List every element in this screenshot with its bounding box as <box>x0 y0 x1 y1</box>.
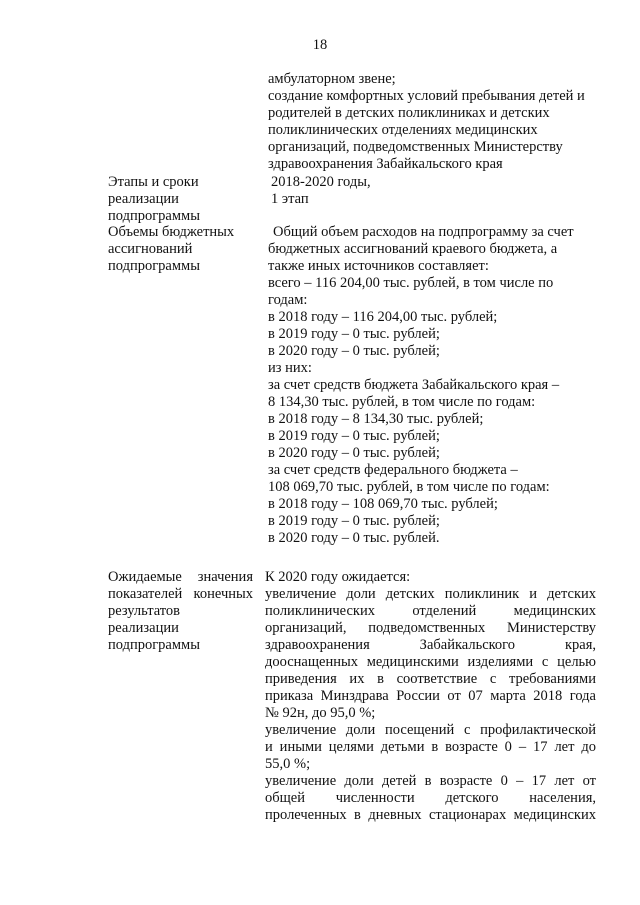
text-line: дооснащенных медицинскими изделиями с целью <box>265 654 596 670</box>
label-line: Ожидаемые значения <box>108 569 253 585</box>
text-line: в 2020 году – 0 тыс. рублей. <box>268 530 440 546</box>
page-number: 18 <box>312 37 328 53</box>
text-line: 8 134,30 тыс. рублей, в том числе по годам: <box>268 394 536 410</box>
text-line: за счет средств бюджета Забайкальского края – <box>268 377 560 393</box>
text-line: в 2019 году – 0 тыс. рублей; <box>268 513 440 529</box>
text-line: в 2019 году – 0 тыс. рублей; <box>268 428 440 444</box>
text-line: здравоохранения Забайкальского края <box>268 156 503 172</box>
text-line: 2018-2020 годы, <box>271 174 371 190</box>
text-line: увеличение доли детей в возрасте 0 – 17 лет от <box>265 773 596 789</box>
text-line: организаций, подведомственных Министерству <box>268 139 563 155</box>
label-line: Объемы бюджетных <box>108 224 235 240</box>
text-line: общей численности детского населения, <box>265 790 596 806</box>
text-line: в 2020 году – 0 тыс. рублей; <box>268 445 440 461</box>
stages-label <box>108 174 253 225</box>
label-line: ассигнований <box>108 241 193 257</box>
text-line: и иными целями детьми в возрасте 0 – 17 лет до <box>265 739 596 755</box>
text-line: 108 069,70 тыс. рублей, в том числе по годам: <box>268 479 550 495</box>
text-line: в 2019 году – 0 тыс. рублей; <box>268 326 440 342</box>
text-line: 1 этап <box>271 191 309 207</box>
text-line: всего – 116 204,00 тыс. рублей, в том числе по <box>268 275 554 291</box>
text-line: увеличение доли посещений с профилактической <box>265 722 596 738</box>
text-line: организаций, подведомственных Министерству <box>265 620 596 636</box>
text-line: К 2020 году ожидается: <box>265 569 411 585</box>
label-line: Этапы и сроки <box>108 174 199 190</box>
text-line: пролеченных в дневных стационарах медицинских <box>265 807 596 823</box>
text-line: приказа Минздрава России от 07 марта 2018 года <box>265 688 596 704</box>
text-line: бюджетных ассигнований краевого бюджета, а <box>268 241 558 257</box>
budget-content <box>268 224 596 547</box>
text-line: годам: <box>268 292 308 308</box>
text-line: здравоохранения Забайкальского края, <box>265 637 596 653</box>
label-line: реализации <box>108 620 179 636</box>
text-line: в 2018 году – 108 069,70 тыс. рублей; <box>268 496 498 512</box>
label-line: реализации <box>108 191 179 207</box>
label-line: подпрограммы <box>108 258 200 274</box>
expected-content <box>265 569 596 824</box>
text-line: родителей в детских поликлиниках и детских <box>268 105 550 121</box>
text-line: № 92н, до 95,0 %; <box>265 705 376 721</box>
text-line: поликлинических отделений медицинских <box>265 603 596 619</box>
text-line: создание комфортных условий пребывания детей и <box>268 88 585 104</box>
label-line: подпрограммы <box>108 637 200 653</box>
text-line: за счет средств федерального бюджета – <box>268 462 518 478</box>
text-line: Общий объем расходов на подпрограмму за счет <box>273 224 574 240</box>
budget-label <box>108 224 253 275</box>
text-line: из них: <box>268 360 312 376</box>
stages-content <box>271 174 599 208</box>
text-line: приведения их в соответствие с требованиями <box>265 671 596 687</box>
text-line: в 2018 году – 8 134,30 тыс. рублей; <box>268 411 484 427</box>
text-line: также иных источников составляет: <box>268 258 489 274</box>
intro-text <box>268 71 596 173</box>
label-line: результатов <box>108 603 181 619</box>
text-line: в 2020 году – 0 тыс. рублей; <box>268 343 440 359</box>
text-line: 55,0 %; <box>265 756 311 772</box>
label-line: подпрограммы <box>108 208 200 224</box>
text-line: увеличение доли детских поликлиник и детских <box>265 586 596 602</box>
text-line: поликлинических отделениях медицинских <box>268 122 538 138</box>
text-line: амбулаторном звене; <box>268 71 396 87</box>
label-line: показателей конечных <box>108 586 253 602</box>
text-line: в 2018 году – 116 204,00 тыс. рублей; <box>268 309 498 325</box>
expected-label <box>108 569 253 654</box>
